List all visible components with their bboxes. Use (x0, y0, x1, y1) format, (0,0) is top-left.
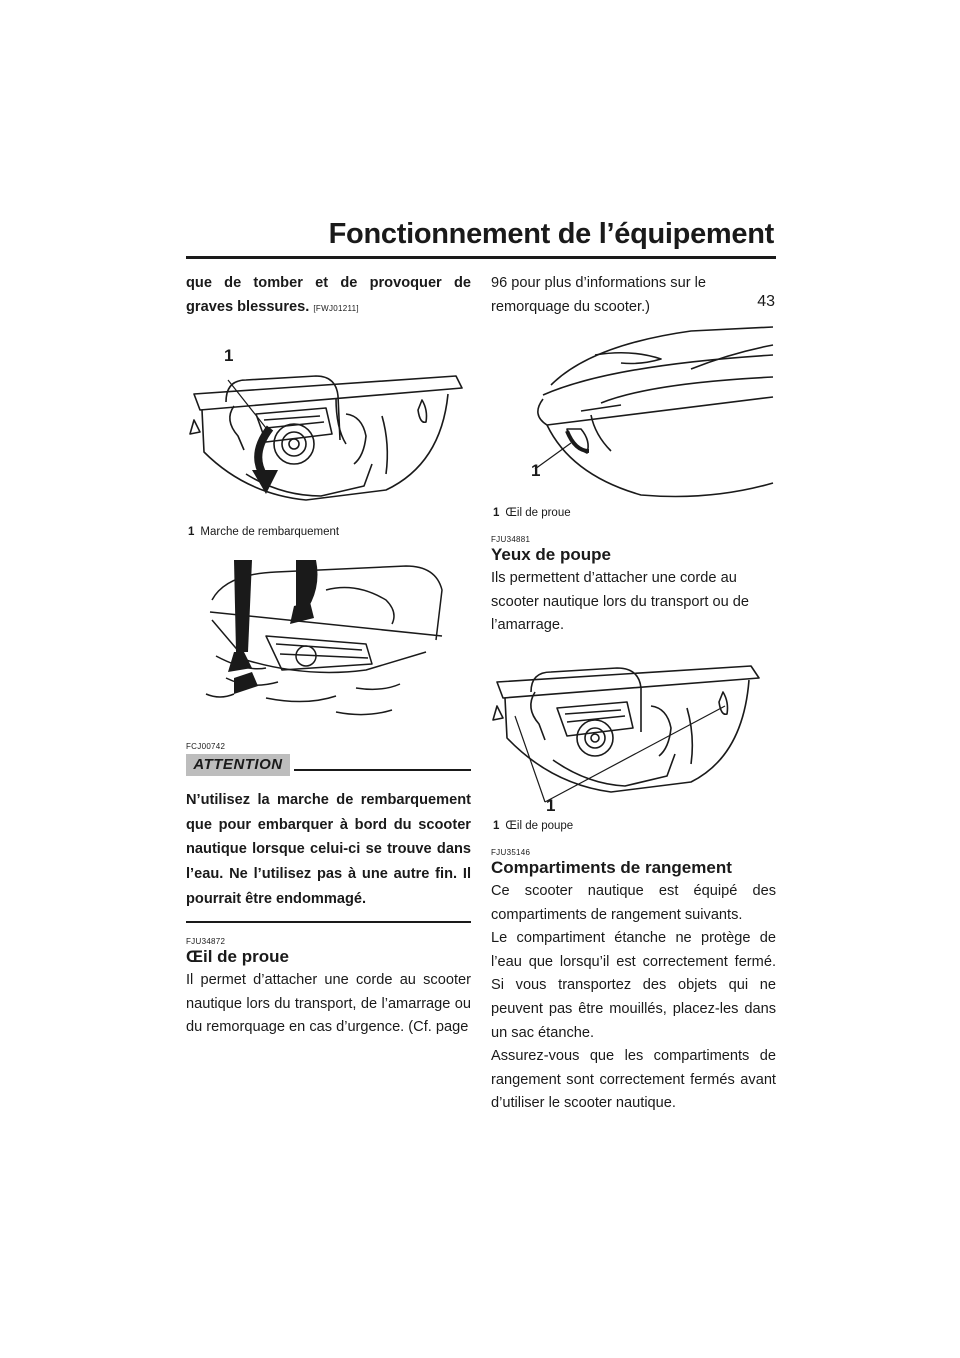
section-code: FJU34881 (491, 535, 531, 545)
attention-header (186, 754, 471, 778)
section-text-yeux-poupe: Ils permettent d’attacher une corde au scooter nautique lors du transport ou de l’amarrage. (491, 570, 749, 634)
figure-boarding-in-water (186, 560, 471, 728)
page-title: Fonctionnement de l’équipement (328, 218, 774, 250)
section-text-oeil-proue: Il permet d’attacher une corde au scooter nautique lors du transport, de l’amarrage ou du remorquage en cas d’urgence. (Cf. page (186, 972, 471, 1036)
attention-code: FCJ00742 (186, 742, 226, 752)
section-text-compartiments-2: Le compartiment étanche ne protège de l’eau que lorsqu’il est correctement fermé. Si vous transportez des objets qui ne peuvent pas être mouillés, placez-les dans un sac étanche. (491, 930, 776, 1041)
warning-ref-code: [FWJ01211] (313, 303, 359, 313)
section-code: FJU35146 (491, 847, 531, 857)
figure-legend: 1 Œil de poupe (493, 819, 574, 832)
figure-stern-eyes (491, 652, 776, 820)
continuation-text: 96 pour plus d’informations sur le remorquage du scooter.) (491, 275, 706, 315)
section-text-compartiments-3: Assurez-vous que les compartiments de rangement sont correctement fermés avant d’utiliser le scooter nautique. (491, 1048, 776, 1112)
attention-badge: ATTENTION (186, 754, 290, 776)
figure-legend: 1 Marche de rembarquement (188, 526, 340, 539)
attention-text: N’utilisez la marche de rembarquement que pour embarquer à bord du scooter nautique lorsque celui-ci se trouve dans l’eau. Ne l’utilisez pas à une autre fin. Il pourrait être endommagé. (186, 792, 471, 907)
boarding-in-water-illustration (186, 560, 471, 728)
page-number: 43 (757, 293, 775, 310)
stern-eyes-illustration (491, 652, 776, 820)
attention-end-rule (186, 921, 471, 923)
figure-bow-eye (491, 325, 776, 507)
section-heading-compartiments: Compartiments de rangement (491, 857, 732, 877)
attention-rule (294, 769, 471, 771)
title-rule (186, 256, 776, 259)
callout-1: 1 (531, 461, 541, 481)
callout-1: 1 (546, 795, 556, 815)
figure-boarding-step (186, 324, 471, 526)
section-code: FJU34872 (186, 937, 226, 947)
right-column (491, 272, 776, 1116)
section-text-compartiments-1: Ce scooter nautique est équipé des compartiments de rangement suivants. (491, 882, 776, 923)
warning-continuation: que de tomber et de provoquer de graves blessures. [FWJ01211] (186, 275, 471, 315)
callout-1: 1 (224, 346, 234, 366)
figure-legend: 1 Œil de proue (493, 507, 571, 520)
section-heading-yeux-poupe: Yeux de poupe (491, 545, 611, 565)
left-column (186, 272, 471, 1040)
section-heading-oeil-proue: Œil de proue (186, 947, 289, 967)
